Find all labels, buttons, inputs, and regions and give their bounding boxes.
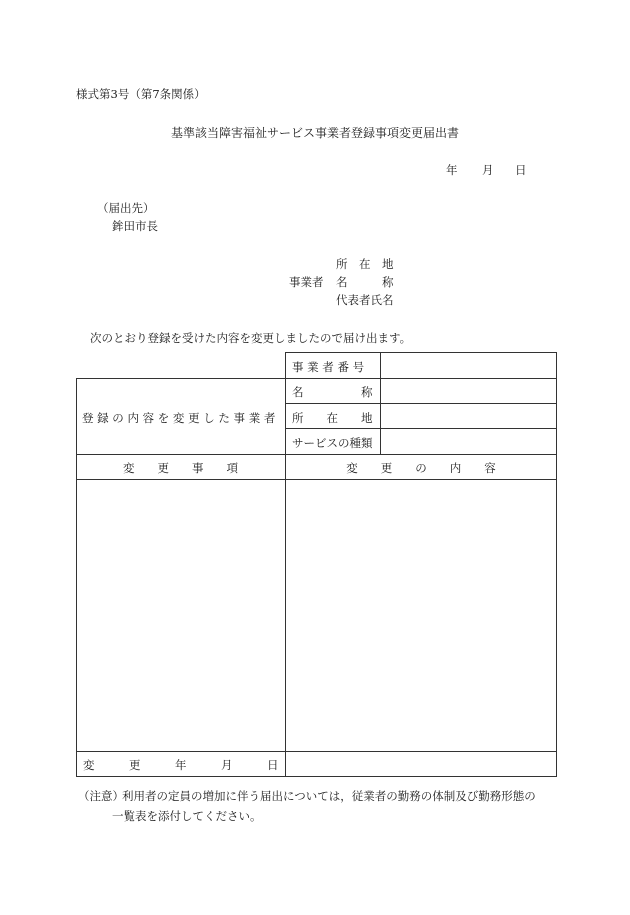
form-number: 様式第3号（第7条関係）	[76, 87, 206, 101]
business-name-label: 名 称	[292, 385, 373, 399]
addressee-name: 鉾田市長	[112, 219, 158, 233]
change-date-label: 変 更 年 月 日	[83, 758, 279, 772]
date-year-label: 年	[446, 163, 458, 177]
intro-text: 次のとおり登録を受けた内容を変更しましたので届け出ます。	[90, 331, 412, 345]
row-divider	[76, 479, 557, 480]
service-type-label: サービスの種類	[292, 436, 373, 450]
row-divider	[76, 454, 557, 455]
business-number-label: 事 業 者 番 号	[292, 360, 365, 374]
table-center-divider	[285, 378, 286, 777]
row-divider	[76, 751, 557, 752]
note-line-1: 利用者の定員の増加に伴う届出については，従業者の勤務の体制及び勤務形態の	[122, 789, 536, 803]
applicant-role-label: 事業者	[289, 275, 324, 289]
registered-business-label: 登 録 の 内 容 を 変 更 し た 事 業 者	[82, 411, 276, 425]
note-line-2: 一覧表を添付してください。	[112, 809, 262, 823]
note-label: （注意）	[78, 789, 124, 803]
document-title: 基準該当障害福祉サービス事業者登録事項変更届出書	[170, 126, 459, 140]
applicant-address-label: 所 在 地	[336, 257, 394, 271]
addressee-label: （届出先）	[97, 201, 155, 215]
change-content-header: 変 更 の 内 容	[346, 461, 496, 475]
row-divider	[285, 403, 557, 404]
date-month-label: 月	[482, 163, 494, 177]
change-item-header: 変 更 事 項	[123, 461, 238, 475]
applicant-name-label: 名 称	[336, 275, 394, 289]
date-day-label: 日	[515, 163, 527, 177]
applicant-representative-label: 代表者氏名	[336, 293, 394, 307]
row-divider	[285, 428, 557, 429]
business-address-label: 所 在 地	[292, 411, 373, 425]
